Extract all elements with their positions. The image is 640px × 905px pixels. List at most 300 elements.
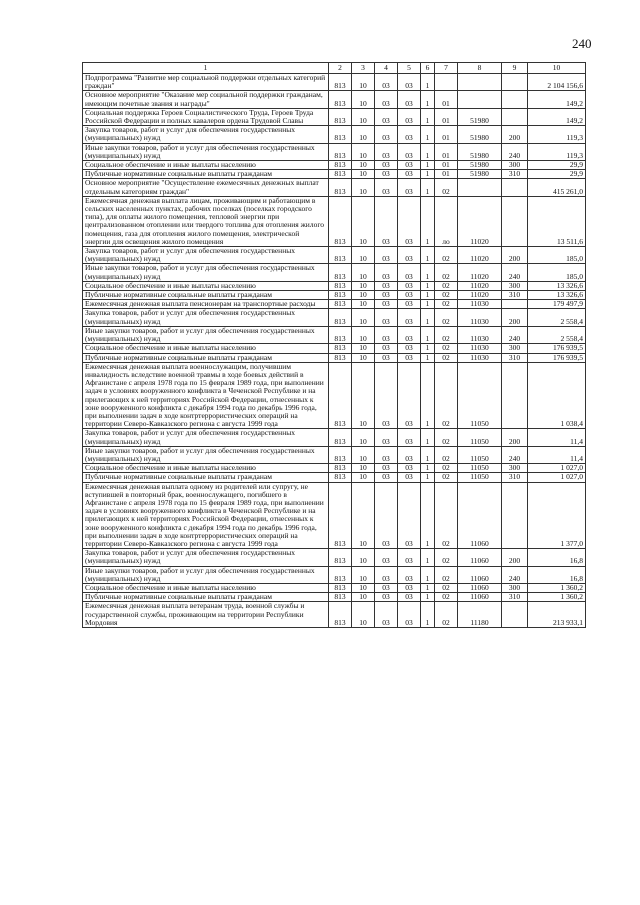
row-name: Иные закупки товаров, работ и услуг для обеспечения государственных (муниципальных) нужд	[83, 446, 329, 463]
col-ministry: 813	[329, 473, 352, 482]
row-name: Основное мероприятие "Осуществление ежемесячных денежных выплат отдельным категориям граждан"	[83, 179, 329, 196]
col-expense-type: 300	[502, 583, 528, 592]
col-expense-type	[502, 74, 528, 91]
header-cell: 2	[329, 63, 352, 74]
table-row	[83, 196, 586, 246]
col-subprogram: 1	[421, 362, 435, 429]
col-section: 10	[352, 300, 375, 309]
col-direction: 11020	[458, 247, 502, 264]
row-name: Закупка товаров, работ и услуг для обеспечения государственных (муниципальных) нужд	[83, 309, 329, 326]
col-direction: 11060	[458, 583, 502, 592]
row-amount: 11,4	[528, 429, 586, 446]
col-program: 03	[398, 326, 421, 343]
col-section: 10	[352, 309, 375, 326]
col-ministry: 813	[329, 108, 352, 125]
col-subsection: 03	[375, 179, 398, 196]
col-direction: 11030	[458, 326, 502, 343]
col-expense-type: 200	[502, 247, 528, 264]
col-subprogram: 1	[421, 74, 435, 91]
table-row	[83, 473, 586, 482]
row-amount: 185,0	[528, 264, 586, 281]
col-expense-type: 240	[502, 143, 528, 160]
col-direction: 11030	[458, 353, 502, 362]
col-event: 02	[435, 344, 458, 353]
table-row	[83, 593, 586, 602]
col-subprogram: 1	[421, 593, 435, 602]
col-direction: 11030	[458, 344, 502, 353]
col-event: 01	[435, 143, 458, 160]
col-section: 10	[352, 91, 375, 108]
col-direction: 11050	[458, 473, 502, 482]
header-cell: 1	[83, 63, 329, 74]
row-amount: 179 497,9	[528, 300, 586, 309]
col-program: 03	[398, 161, 421, 170]
col-event: 01	[435, 161, 458, 170]
col-expense-type: 310	[502, 291, 528, 300]
row-name: Публичные нормативные социальные выплаты гражданам	[83, 353, 329, 362]
col-program: 03	[398, 482, 421, 549]
col-section: 10	[352, 143, 375, 160]
col-subprogram: 1	[421, 326, 435, 343]
col-program: 03	[398, 281, 421, 290]
row-name: Закупка товаров, работ и услуг для обеспечения государственных (муниципальных) нужд	[83, 126, 329, 143]
col-direction: 11060	[458, 549, 502, 566]
col-subsection: 03	[375, 264, 398, 281]
col-program: 03	[398, 446, 421, 463]
col-ministry: 813	[329, 429, 352, 446]
table-row	[83, 583, 586, 592]
row-amount: 1 038,4	[528, 362, 586, 429]
table-row	[83, 353, 586, 362]
col-expense-type: 200	[502, 429, 528, 446]
col-expense-type: 200	[502, 549, 528, 566]
col-subsection: 03	[375, 326, 398, 343]
row-name: Иные закупки товаров, работ и услуг для обеспечения государственных (муниципальных) нужд	[83, 326, 329, 343]
col-section: 10	[352, 326, 375, 343]
col-section: 10	[352, 179, 375, 196]
col-subprogram: 1	[421, 446, 435, 463]
row-name: Подпрограмма "Развитие мер социальной поддержки отдельных категорий граждан"	[83, 74, 329, 91]
row-amount: 2 104 156,6	[528, 74, 586, 91]
col-section: 10	[352, 566, 375, 583]
row-name: Закупка товаров, работ и услуг для обеспечения государственных (муниципальных) нужд	[83, 549, 329, 566]
col-section: 10	[352, 353, 375, 362]
col-ministry: 813	[329, 170, 352, 179]
col-ministry: 813	[329, 326, 352, 343]
row-name: Социальное обеспечение и иные выплаты населению	[83, 464, 329, 473]
col-section: 10	[352, 247, 375, 264]
col-program: 03	[398, 143, 421, 160]
col-event: 02	[435, 353, 458, 362]
col-ministry: 813	[329, 196, 352, 246]
col-program: 03	[398, 179, 421, 196]
col-event: 02	[435, 291, 458, 300]
col-program: 03	[398, 264, 421, 281]
col-subsection: 03	[375, 170, 398, 179]
col-direction: 11050	[458, 362, 502, 429]
col-program: 03	[398, 91, 421, 108]
col-section: 10	[352, 281, 375, 290]
row-name: Иные закупки товаров, работ и услуг для обеспечения государственных (муниципальных) нужд	[83, 264, 329, 281]
col-program: 03	[398, 593, 421, 602]
col-expense-type	[502, 300, 528, 309]
col-program: 03	[398, 362, 421, 429]
row-amount: 1 377,0	[528, 482, 586, 549]
col-subprogram: 1	[421, 464, 435, 473]
col-section: 10	[352, 583, 375, 592]
row-name: Социальное обеспечение и иные выплаты населению	[83, 161, 329, 170]
col-event: 02	[435, 566, 458, 583]
col-section: 10	[352, 291, 375, 300]
col-subprogram: 1	[421, 482, 435, 549]
col-subsection: 03	[375, 108, 398, 125]
col-expense-type	[502, 179, 528, 196]
table-row	[83, 429, 586, 446]
row-name: Закупка товаров, работ и услуг для обеспечения государственных (муниципальных) нужд	[83, 247, 329, 264]
col-subprogram: 1	[421, 602, 435, 628]
col-direction	[458, 179, 502, 196]
col-program: 03	[398, 344, 421, 353]
col-section: 10	[352, 264, 375, 281]
row-amount: 1 360,2	[528, 583, 586, 592]
col-event: 02	[435, 247, 458, 264]
row-amount: 149,2	[528, 108, 586, 125]
col-section: 10	[352, 473, 375, 482]
table-row	[83, 247, 586, 264]
table-row	[83, 143, 586, 160]
col-ministry: 813	[329, 281, 352, 290]
row-amount: 13 326,6	[528, 281, 586, 290]
col-direction: 11060	[458, 482, 502, 549]
col-subsection: 03	[375, 602, 398, 628]
col-ministry: 813	[329, 362, 352, 429]
col-event: 01	[435, 91, 458, 108]
col-direction: 11020	[458, 291, 502, 300]
col-expense-type: 240	[502, 264, 528, 281]
col-event: 02	[435, 281, 458, 290]
col-direction: 11030	[458, 300, 502, 309]
budget-table	[82, 62, 586, 628]
row-amount: 11,4	[528, 446, 586, 463]
table-row	[83, 264, 586, 281]
col-section: 10	[352, 196, 375, 246]
col-expense-type	[502, 196, 528, 246]
col-event: ло	[435, 196, 458, 246]
col-subsection: 03	[375, 74, 398, 91]
col-subprogram: 1	[421, 247, 435, 264]
col-section: 10	[352, 108, 375, 125]
col-expense-type: 310	[502, 473, 528, 482]
page-number: 240	[572, 36, 592, 51]
col-program: 03	[398, 429, 421, 446]
col-direction: 11050	[458, 464, 502, 473]
col-expense-type	[502, 91, 528, 108]
col-expense-type: 300	[502, 281, 528, 290]
col-event: 01	[435, 170, 458, 179]
col-subsection: 03	[375, 583, 398, 592]
col-program: 03	[398, 170, 421, 179]
col-subsection: 03	[375, 291, 398, 300]
col-subsection: 03	[375, 196, 398, 246]
col-section: 10	[352, 482, 375, 549]
row-name: Основное мероприятие "Оказание мер социальной поддержки гражданам, имеющим почетные звания и награды"	[83, 91, 329, 108]
row-name: Публичные нормативные социальные выплаты гражданам	[83, 170, 329, 179]
col-section: 10	[352, 429, 375, 446]
col-expense-type	[502, 362, 528, 429]
row-amount: 119,3	[528, 143, 586, 160]
row-name: Социальное обеспечение и иные выплаты населению	[83, 583, 329, 592]
col-ministry: 813	[329, 344, 352, 353]
col-expense-type: 240	[502, 326, 528, 343]
col-section: 10	[352, 362, 375, 429]
col-ministry: 813	[329, 126, 352, 143]
col-program: 03	[398, 566, 421, 583]
col-subprogram: 1	[421, 429, 435, 446]
col-ministry: 813	[329, 566, 352, 583]
col-event: 02	[435, 300, 458, 309]
col-event: 02	[435, 482, 458, 549]
table-row	[83, 464, 586, 473]
col-subsection: 03	[375, 143, 398, 160]
col-subprogram: 1	[421, 291, 435, 300]
col-subprogram: 1	[421, 353, 435, 362]
col-expense-type: 310	[502, 353, 528, 362]
col-subprogram: 1	[421, 281, 435, 290]
col-program: 03	[398, 309, 421, 326]
col-subsection: 03	[375, 353, 398, 362]
col-program: 03	[398, 247, 421, 264]
col-ministry: 813	[329, 179, 352, 196]
col-direction: 11030	[458, 309, 502, 326]
table-row	[83, 291, 586, 300]
col-section: 10	[352, 170, 375, 179]
col-subsection: 03	[375, 362, 398, 429]
col-ministry: 813	[329, 482, 352, 549]
row-name: Закупка товаров, работ и услуг для обеспечения государственных (муниципальных) нужд	[83, 429, 329, 446]
col-program: 03	[398, 473, 421, 482]
row-name: Публичные нормативные социальные выплаты гражданам	[83, 593, 329, 602]
col-ministry: 813	[329, 264, 352, 281]
col-subsection: 03	[375, 446, 398, 463]
row-amount: 119,3	[528, 126, 586, 143]
col-section: 10	[352, 446, 375, 463]
row-amount: 2 558,4	[528, 326, 586, 343]
col-event: 01	[435, 126, 458, 143]
col-ministry: 813	[329, 143, 352, 160]
col-expense-type: 300	[502, 344, 528, 353]
col-event: 02	[435, 583, 458, 592]
col-direction: 11020	[458, 196, 502, 246]
col-direction: 51980	[458, 143, 502, 160]
col-ministry: 813	[329, 247, 352, 264]
col-program: 03	[398, 196, 421, 246]
col-section: 10	[352, 74, 375, 91]
table-row	[83, 566, 586, 583]
header-cell: 9	[502, 63, 528, 74]
col-subsection: 03	[375, 309, 398, 326]
row-name: Социальное обеспечение и иные выплаты населению	[83, 281, 329, 290]
row-amount: 13 326,6	[528, 291, 586, 300]
col-event: 02	[435, 362, 458, 429]
col-event: 02	[435, 446, 458, 463]
col-ministry: 813	[329, 74, 352, 91]
col-event: 02	[435, 602, 458, 628]
col-subprogram: 1	[421, 566, 435, 583]
col-subprogram: 1	[421, 583, 435, 592]
col-event: 02	[435, 429, 458, 446]
row-amount: 176 939,5	[528, 344, 586, 353]
row-amount: 29,9	[528, 170, 586, 179]
header-cell: 4	[375, 63, 398, 74]
col-direction: 51980	[458, 126, 502, 143]
col-subprogram: 1	[421, 309, 435, 326]
col-direction: 11060	[458, 593, 502, 602]
table-row	[83, 446, 586, 463]
row-name: Социальная поддержка Героев Социалистического Труда, Героев Труда Российской Федерации и полных кавалеров ордена Трудовой Славы	[83, 108, 329, 125]
row-name: Иные закупки товаров, работ и услуг для обеспечения государственных (муниципальных) нужд	[83, 143, 329, 160]
col-subsection: 03	[375, 247, 398, 264]
row-name: Ежемесячная денежная выплата лицам, проживающим и работающим в сельских населенных пунктах, рабочих поселках (поселках городского типа), для оплаты жилого помещения, тепловой энергии при централизованном отоплении или твердого топлива для отопления жилого помещения, газа для отопления жилого помещения, электрической энергии для освещения жилого помещения	[83, 196, 329, 246]
col-event: 02	[435, 464, 458, 473]
col-subsection: 03	[375, 161, 398, 170]
table-row	[83, 602, 586, 628]
row-amount: 185,0	[528, 247, 586, 264]
table-row	[83, 309, 586, 326]
col-expense-type	[502, 108, 528, 125]
col-ministry: 813	[329, 549, 352, 566]
row-name: Ежемесячная денежная выплата одному из родителей или супругу, не вступившей в повторный брак, военнослужащего, погибшего в Афганистане с апреля 1978 года по 15 февраля 1989 года, при выполнении задач в условиях вооруженного конфликта в Чеченской Республике и на прилегающих к ней территориях Российской Федерации, отнесенных к зоне вооруженного конфликта с декабря 1994 года по декабрь 1996 года, при выполнении задач в ходе контртеррористических операций на территории Северо-Кавказского региона с августа 1999 года	[83, 482, 329, 549]
col-ministry: 813	[329, 161, 352, 170]
col-program: 03	[398, 74, 421, 91]
row-name: Ежемесячная денежная выплата пенсионерам на транспортные расходы	[83, 300, 329, 309]
row-amount: 1 360,2	[528, 593, 586, 602]
col-ministry: 813	[329, 446, 352, 463]
col-event: 02	[435, 264, 458, 281]
row-name: Социальное обеспечение и иные выплаты населению	[83, 344, 329, 353]
table-row	[83, 161, 586, 170]
col-expense-type: 310	[502, 170, 528, 179]
col-direction: 11020	[458, 264, 502, 281]
col-ministry: 813	[329, 464, 352, 473]
col-subprogram: 1	[421, 108, 435, 125]
col-direction: 11050	[458, 446, 502, 463]
col-program: 03	[398, 291, 421, 300]
col-expense-type: 300	[502, 161, 528, 170]
col-subprogram: 1	[421, 143, 435, 160]
col-event: 02	[435, 309, 458, 326]
table-row	[83, 326, 586, 343]
col-subsection: 03	[375, 91, 398, 108]
header-cell: 6	[421, 63, 435, 74]
col-event: 01	[435, 108, 458, 125]
col-expense-type: 240	[502, 446, 528, 463]
table-row	[83, 74, 586, 91]
table-row	[83, 300, 586, 309]
col-section: 10	[352, 126, 375, 143]
col-direction	[458, 91, 502, 108]
row-amount: 149,2	[528, 91, 586, 108]
col-subsection: 03	[375, 566, 398, 583]
col-ministry: 813	[329, 602, 352, 628]
col-section: 10	[352, 464, 375, 473]
table-row	[83, 482, 586, 549]
col-subprogram: 1	[421, 473, 435, 482]
col-subsection: 03	[375, 549, 398, 566]
col-event	[435, 74, 458, 91]
col-event: 02	[435, 593, 458, 602]
col-event: 02	[435, 179, 458, 196]
col-ministry: 813	[329, 291, 352, 300]
col-subprogram: 1	[421, 161, 435, 170]
row-amount: 415 261,0	[528, 179, 586, 196]
col-subprogram: 1	[421, 264, 435, 281]
col-ministry: 813	[329, 91, 352, 108]
col-subprogram: 1	[421, 179, 435, 196]
col-direction: 11060	[458, 566, 502, 583]
row-name: Публичные нормативные социальные выплаты гражданам	[83, 473, 329, 482]
col-subprogram: 1	[421, 196, 435, 246]
row-amount: 1 027,0	[528, 464, 586, 473]
row-amount: 2 558,4	[528, 309, 586, 326]
col-subprogram: 1	[421, 549, 435, 566]
col-subsection: 03	[375, 482, 398, 549]
col-subprogram: 1	[421, 344, 435, 353]
col-subsection: 03	[375, 126, 398, 143]
table-row	[83, 281, 586, 290]
header-cell: 10	[528, 63, 586, 74]
col-expense-type: 200	[502, 126, 528, 143]
row-amount: 1 027,0	[528, 473, 586, 482]
col-ministry: 813	[329, 583, 352, 592]
col-subprogram: 1	[421, 300, 435, 309]
col-subsection: 03	[375, 473, 398, 482]
col-ministry: 813	[329, 309, 352, 326]
col-ministry: 813	[329, 353, 352, 362]
table-body	[83, 74, 586, 628]
col-direction: 11180	[458, 602, 502, 628]
col-direction: 11020	[458, 281, 502, 290]
col-program: 03	[398, 108, 421, 125]
col-program: 03	[398, 602, 421, 628]
col-ministry: 813	[329, 593, 352, 602]
col-event: 02	[435, 549, 458, 566]
col-section: 10	[352, 344, 375, 353]
header-row	[83, 63, 586, 74]
col-program: 03	[398, 126, 421, 143]
col-program: 03	[398, 583, 421, 592]
header-cell: 5	[398, 63, 421, 74]
col-subsection: 03	[375, 429, 398, 446]
col-subprogram: 1	[421, 91, 435, 108]
row-name: Публичные нормативные социальные выплаты гражданам	[83, 291, 329, 300]
col-ministry: 813	[329, 300, 352, 309]
table-row	[83, 126, 586, 143]
row-amount: 13 511,6	[528, 196, 586, 246]
col-subsection: 03	[375, 593, 398, 602]
col-event: 02	[435, 326, 458, 343]
col-subsection: 03	[375, 281, 398, 290]
col-expense-type: 200	[502, 309, 528, 326]
col-section: 10	[352, 593, 375, 602]
row-name: Ежемесячная денежная выплата военнослужащим, получившим инвалидность вследствие военной травмы в ходе боевых действий в Афганистане с апреля 1978 года по 15 февраля 1989 года, при выполнении задач в условиях вооруженного конфликта в Чеченской Республике и на прилегающих к ней территориях Российской Федерации, отнесенных к зоне вооруженного конфликта с декабря 1994 года по декабрь 1996 года, при выполнении задач в ходе контртеррористических операций на территории Северо-Кавказского региона с августа 1999 года	[83, 362, 329, 429]
col-direction: 11050	[458, 429, 502, 446]
col-direction	[458, 74, 502, 91]
table-row	[83, 362, 586, 429]
col-section: 10	[352, 549, 375, 566]
col-event: 02	[435, 473, 458, 482]
table-row	[83, 344, 586, 353]
col-expense-type	[502, 602, 528, 628]
